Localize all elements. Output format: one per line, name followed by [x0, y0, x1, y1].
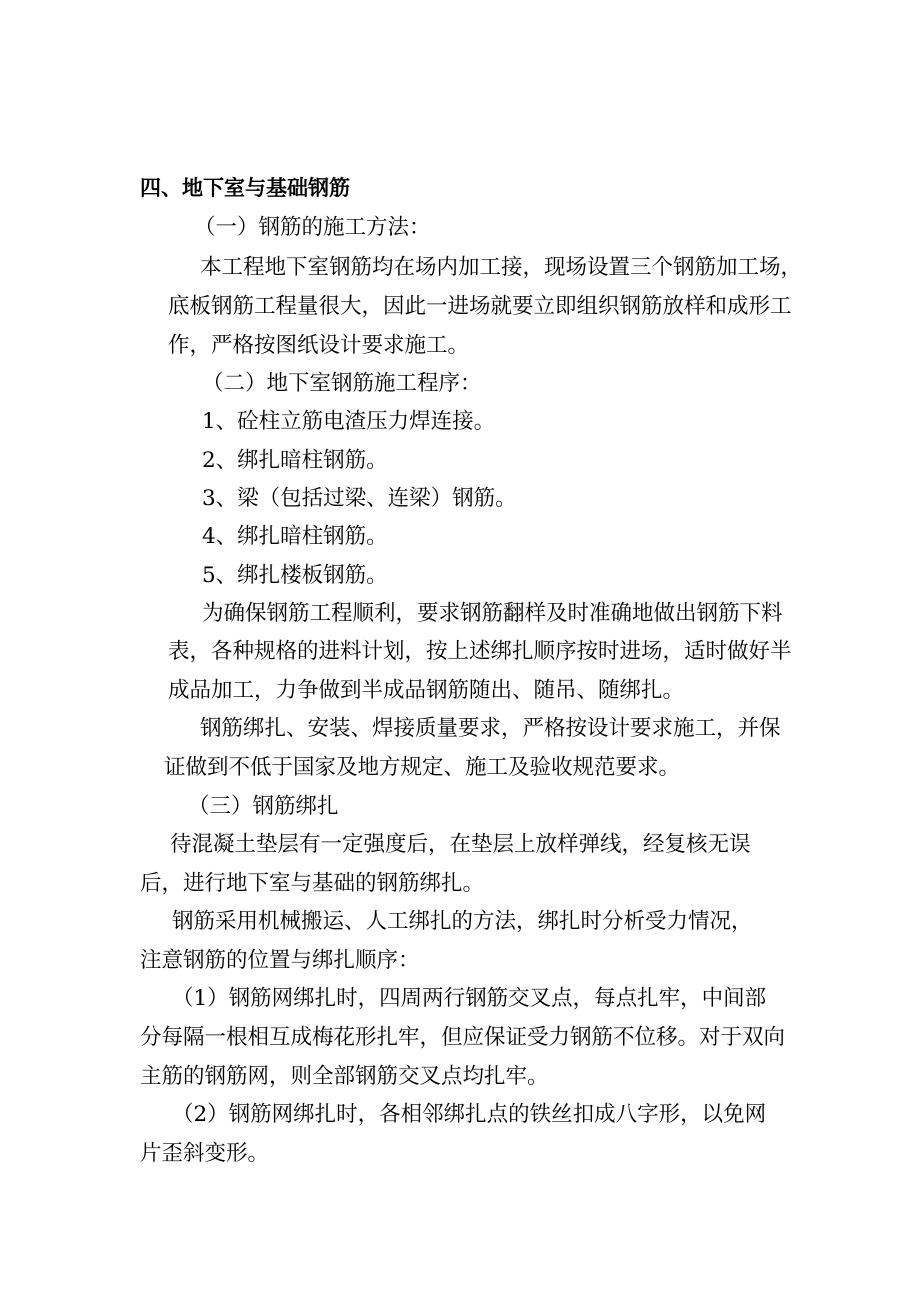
paragraph-line: （1）钢筋网绑扎时，四周两行钢筋交叉点，每点扎牢，中间部 [172, 986, 767, 1011]
paragraph-line: 表，各种规格的进料计划，按上述绑扎顺序按时进场，适时做好半 [168, 639, 792, 664]
subsection-heading: （二）地下室钢筋施工程序： [202, 371, 482, 396]
paragraph-line: 注意钢筋的位置与绑扎顺序： [140, 948, 420, 973]
paragraph-line: 后，进行地下室与基础的钢筋绑扎。 [140, 871, 485, 896]
list-item: 3、梁（包括过梁、连梁）钢筋。 [202, 486, 517, 511]
paragraph-line: （2）钢筋网绑扎时，各相邻绑扎点的铁丝扣成八字形，以免网 [172, 1102, 767, 1127]
list-item: 1、砼柱立筋电渣压力焊连接。 [202, 409, 496, 434]
paragraph-line: 片歪斜变形。 [140, 1141, 270, 1166]
paragraph-line: 钢筋采用机械搬运、人工绑扎的方法，绑扎时分析受力情况， [172, 909, 753, 934]
paragraph-line: 为确保钢筋工程顺利，要求钢筋翻样及时准确地做出钢筋下料 [202, 601, 783, 626]
subsection-heading: （一）钢筋的施工方法： [194, 215, 431, 240]
paragraph-line: 待混凝土垫层有一定强度后，在垫层上放样弹线，经复核无误 [170, 832, 751, 857]
paragraph-line: 分每隔一根相互成梅花形扎牢，但应保证受力钢筋不位移。对于双向 [140, 1025, 786, 1050]
list-item: 5、绑扎楼板钢筋。 [202, 563, 388, 588]
paragraph-line: 成品加工，力争做到半成品钢筋随出、随吊、随绑扎。 [168, 678, 685, 703]
list-item: 2、绑扎暗柱钢筋。 [202, 448, 388, 473]
paragraph-line: 主筋的钢筋网，则全部钢筋交叉点均扎牢。 [140, 1064, 549, 1089]
paragraph-line: 钢筋绑扎、安装、焊接质量要求，严格按设计要求施工，并保 [200, 716, 781, 741]
list-item: 4、绑扎暗柱钢筋。 [202, 524, 388, 549]
paragraph-line: 证做到不低于国家及地方规定、施工及验收规范要求。 [164, 755, 681, 780]
paragraph-line: 底板钢筋工程量很大，因此一进场就要立即组织钢筋放样和成形工 [168, 294, 792, 319]
section-heading: 四、地下室与基础钢筋 [140, 176, 350, 200]
paragraph-line: 本工程地下室钢筋均在场内加工接，现场设置三个钢筋加工场， [200, 255, 803, 280]
subsection-heading: （三）钢筋绑扎 [188, 794, 339, 819]
paragraph-line: 作，严格按图纸设计要求施工。 [168, 333, 470, 358]
